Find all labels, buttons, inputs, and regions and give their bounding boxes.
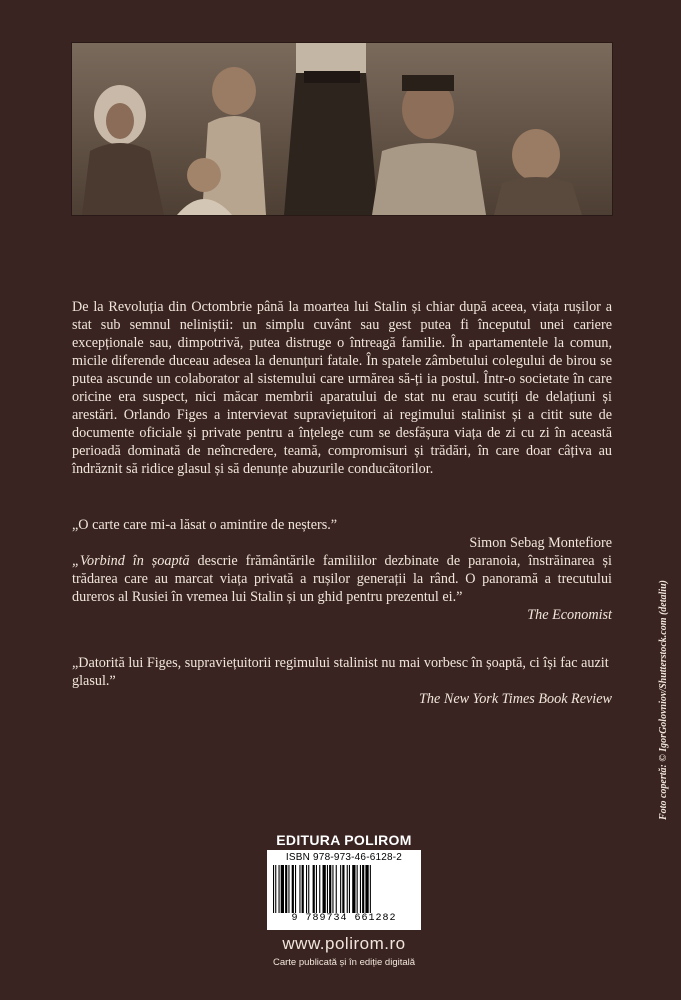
quote-nytimes <box>72 654 612 708</box>
quote-source: The New York Times Book Review <box>419 691 612 707</box>
book-description: De la Revoluția din Octombrie până la moartea lui Stalin și chiar după aceea, viața rușilor a stat sub semnul neliniștii: un simplu cuvânt sau gest putea fi începutul unei cariere excepționale sau, dimpotrivă, putea distruge o întreagă familie. În apartamentele la comun, micile diferende duceau adesea la denunțuri fatale. În spatele zâmbetului colegului de birou se putea ascunde un colaborator al sistemului care urmărea să-ți ia postul. Într-o societate în care oricine era suspect, nici măcar membrii aparatului de stat nu erau scutiți de delațiuni și arestări. Orlando Figes a intervievat supraviețuitori ai regimului stalinist și a citit sute de documente oficiale și private pentru a înțelege cum se desfășura viața de zi cu zi în această perioadă dominată de neîncredere, teamă, compromisuri și trădări, în care doar câțiva au îndrăznit să ridice glasul și să denunțe abuzurile conducătorilor. <box>72 299 612 477</box>
quote-author: Simon Sebag Montefiore <box>469 535 612 551</box>
publisher-name: EDITURA POLIROM <box>276 832 412 848</box>
barcode-number: 9 789734 661282 <box>291 913 397 924</box>
family-portrait-image <box>72 43 612 215</box>
barcode-image <box>271 865 417 913</box>
quote-text: descrie frământările familiilor dezbinate de paranoia, înstrăinarea și trădarea care au marcat viața privată a rușilor generații la rând. O panoramă a trecutului dureros al Rusiei în vremea lui Stalin și un ghid pentru prezentul ei.” <box>72 553 612 605</box>
publisher-website[interactable]: www.polirom.ro <box>282 934 406 953</box>
quote-source: The Economist <box>527 607 612 623</box>
cover-photo <box>72 43 612 215</box>
quote-montefiore <box>72 516 612 551</box>
barcode-block <box>267 850 421 930</box>
digital-edition-note: Carte publicată și în ediție digitală <box>272 957 416 968</box>
quote-economist <box>72 552 612 624</box>
photo-credit: Foto copertă: © IgorGolovniov/Shutterstock.com (detaliu) <box>658 580 669 820</box>
book-title: „Vorbind în șoaptă <box>72 553 190 569</box>
quote-text: „O carte care mi-a lăsat o amintire de neșters.” <box>72 517 338 533</box>
quote-text: „Datorită lui Figes, supraviețuitorii regimului stalinist nu mai vorbesc în șoaptă, ci își fac auzit glasul.” <box>72 655 609 689</box>
isbn-number: ISBN 978-973-46-6128-2 <box>285 852 403 863</box>
